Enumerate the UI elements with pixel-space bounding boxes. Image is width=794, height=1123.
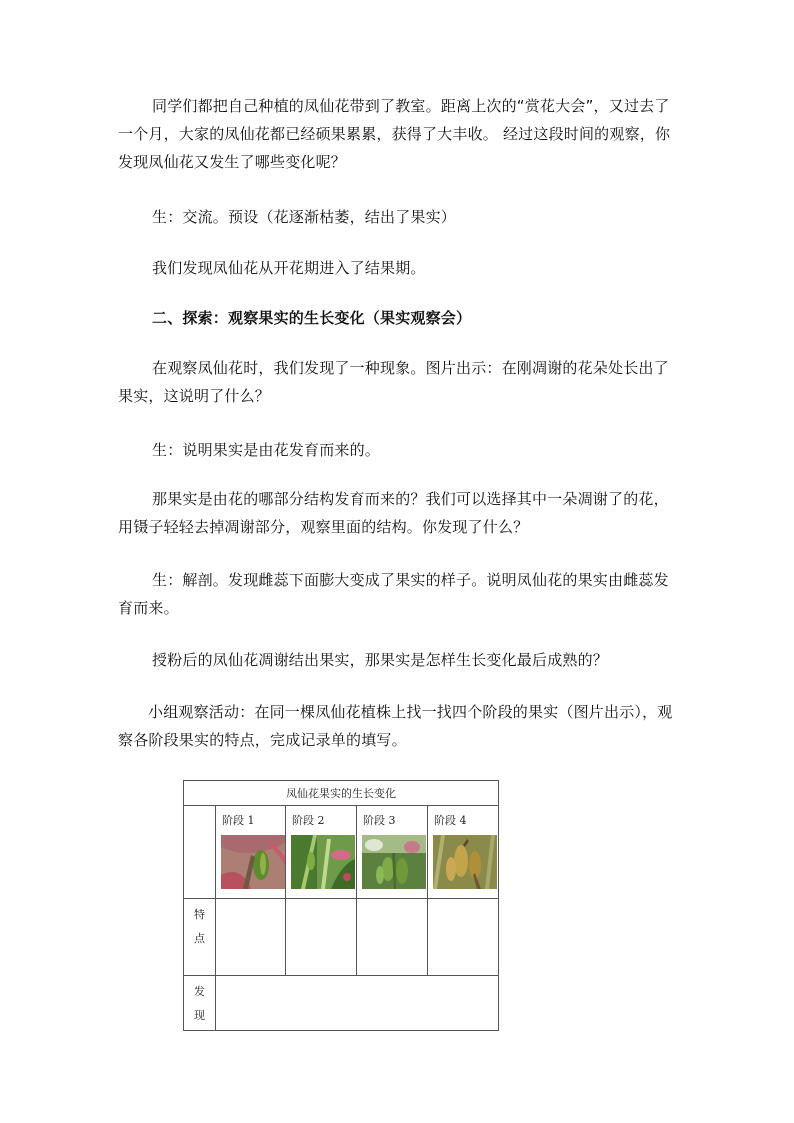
paragraph-intro: 同学们都把自己种植的凤仙花带到了教室。距离上次的“赏花大会”，又过去了一个月，大家的凤仙花都已经硕果累累，获得了大丰收。 经过这段时间的观察，你发现凤仙花又发生了哪些变化呢？: [118, 97, 671, 171]
stage-1-cell: [216, 806, 286, 899]
fruit-stage-2-photo: [291, 835, 355, 889]
stage-row: [184, 806, 499, 899]
features-row: [184, 899, 499, 976]
table-title: 凤仙花果实的生长变化: [184, 781, 499, 806]
paragraph-ripening-question: 授粉后的凤仙花凋谢结出果实，那果实是怎样生长变化最后成熟的？: [152, 651, 609, 669]
findings-cell[interactable]: [216, 976, 499, 1031]
features-cell-stage-2[interactable]: [286, 899, 357, 976]
paragraph-student-exchange: 生：交流。预设（花逐渐枯萎，结出了果实）: [152, 208, 457, 226]
fruit-stage-4-photo: [433, 835, 497, 889]
empty-corner-cell: [184, 806, 216, 899]
features-cell-stage-1[interactable]: [216, 899, 286, 976]
paragraph-fruiting-stage: 我们发现凤仙花从开花期进入了结果期。: [152, 259, 426, 277]
features-cell-stage-4[interactable]: [428, 899, 499, 976]
stage-3-label: 阶段 3: [363, 814, 396, 827]
paragraph-observe-phenomenon: 在观察凤仙花时，我们发现了一种现象。图片出示：在刚凋谢的花朵处长出了果实，这说明了什么？: [118, 359, 669, 405]
stage-2-cell: [286, 806, 357, 899]
fruit-stage-1-photo: [221, 835, 285, 889]
stage-2-label: 阶段 2: [292, 814, 325, 827]
findings-label: [184, 976, 216, 1031]
features-label: [184, 899, 216, 976]
fruit-stage-3-photo: [362, 835, 426, 889]
findings-label-char-2: 现: [194, 1009, 205, 1022]
features-label-char-2: 点: [194, 932, 205, 945]
stage-4-label: 阶段 4: [434, 814, 467, 827]
findings-label-char-1: 发: [194, 985, 205, 998]
features-label-char-1: 特: [194, 908, 205, 921]
paragraph-group-activity: 小组观察活动：在同一棵凤仙花植株上找一找四个阶段的果实（图片出示），观察各阶段果实的特点，完成记录单的填写。: [118, 703, 673, 749]
stage-3-cell: [357, 806, 428, 899]
stage-4-cell: [428, 806, 499, 899]
stage-1-label: 阶段 1: [222, 814, 255, 827]
findings-row: [184, 976, 499, 1031]
paragraph-student-answer-1: 生：说明果实是由花发育而来的。: [152, 441, 381, 459]
record-table: [183, 780, 499, 1031]
paragraph-dissect-question: 那果实是由花的哪部分结构发育而来的？我们可以选择其中一朵凋谢了的花，用镊子轻轻去掉凋谢部分，观察里面的结构。你发现了什么？: [118, 490, 669, 536]
section-heading-explore: 二、探索：观察果实的生长变化（果实观察会）: [152, 309, 472, 327]
features-cell-stage-3[interactable]: [357, 899, 428, 976]
paragraph-student-dissect: 生：解剖。发现雌蕊下面膨大变成了果实的样子。说明凤仙花的果实由雌蕊发育而来。: [118, 571, 669, 617]
